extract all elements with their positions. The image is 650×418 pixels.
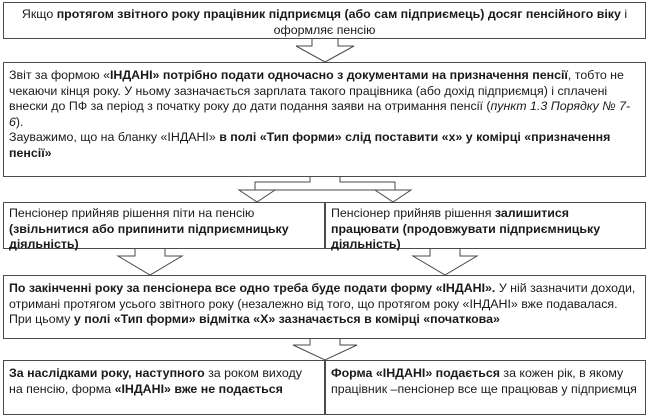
report-text: Звіт за формою «ІНДАНІ» потрібно подати одночасно з документами на призначення пенсії, тобто не чекаючи кінця року. У ньому зазначається зарплата такого працівника (або дохід підприємця) і сплачені внески до ПФ за період з початку року до дати подання заяви на отримання пенсії (пункт 1.3 Порядку № 7-6). — [9, 68, 631, 129]
arrow-split — [255, 176, 395, 190]
year-end-text: По закінченні року за пенсіонера все одно треба буде подати форму «ІНДАНІ». У ній зазначити доходи, отримані протягом усього звітного року (незалежно від того, що протягом року «ІНДАНІ» вже подавалася. При цьому у полі «Тип форми» відмітка «Х» зазначається в комірці «початкова» — [9, 281, 636, 327]
arrow-split-left-head — [239, 190, 275, 202]
keep-working-text: Пенсіонер прийняв рішення залишитися працювати (продовжувати підприємницьку діяльність) — [331, 206, 601, 252]
arrow-down-4 — [293, 338, 357, 360]
arrow-split-right-head — [375, 190, 411, 202]
condition-box — [3, 2, 646, 39]
year-end-box — [3, 275, 646, 339]
retire-box — [3, 202, 325, 252]
each-year-box — [325, 360, 646, 415]
keep-working-box — [325, 202, 646, 252]
report-note: Зауважимо, що на бланку «ІНДАНІ» в полі «Тип форми» слід поставити «х» у комірці «призначення пенсії» — [9, 130, 611, 160]
next-year-text: За наслідками року, наступного за роком виходу на пенсію, форма «ІНДАНІ» вже не подається — [9, 366, 302, 396]
arrow-down-1 — [296, 38, 354, 62]
each-year-text: Форма «ІНДАНІ» подається за кожен рік, в якому працівник –пенсіонер все ще працював у підприємця — [331, 366, 637, 396]
report-box — [3, 62, 646, 177]
retire-text: Пенсіонер прийняв рішення піти на пенсію (звільнитися або припинити підприємницьку діяльність) — [9, 206, 289, 252]
condition-text: Якщо протягом звітного року працівник підприємця (або сам підприємець) досяг пенсійного віку і оформляє пенсію — [21, 7, 628, 37]
next-year-box — [3, 360, 325, 415]
